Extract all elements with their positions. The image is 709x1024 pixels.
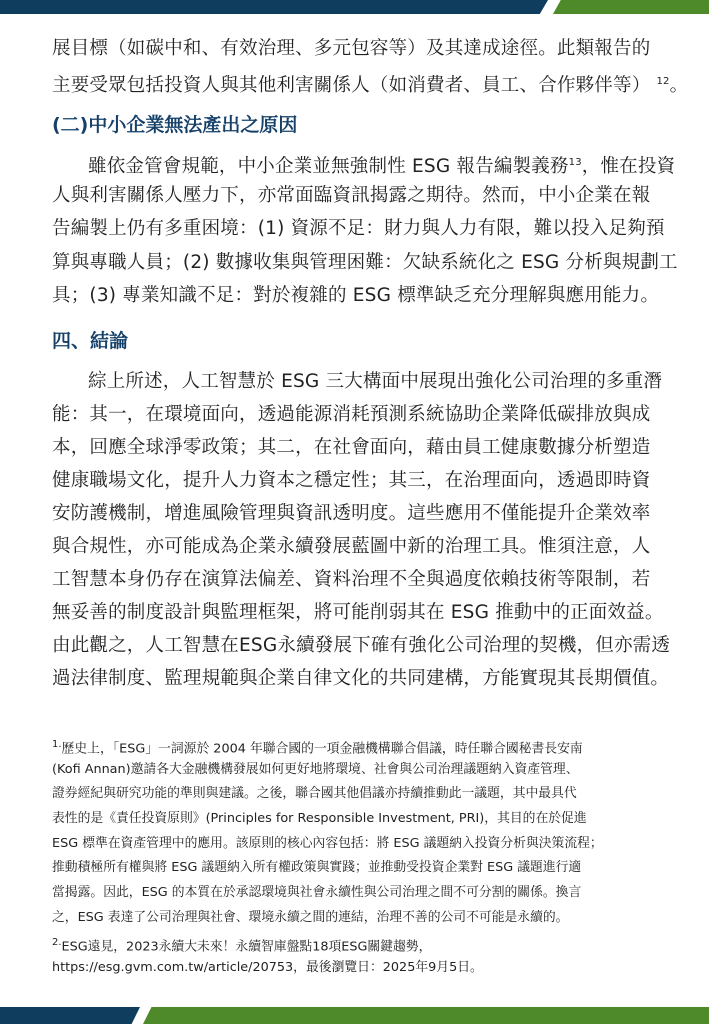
text: 雖依金管會規範，中小企業並無強制性 ESG 報告編製義務 [88, 156, 569, 178]
footnote-ref: 12 [656, 76, 670, 87]
section-heading: (二)中小企業無法產出之原因 [52, 114, 298, 136]
body-line: 過法律制度、監理規範與企業自律文化的共同建構，方能實現其長期價值。 [52, 668, 670, 689]
text: ESG遠見，2023永續大未來！永續智庫盤點18項ESG關鍵趨勢， [61, 939, 432, 955]
footnote-marker: 2. [52, 937, 62, 948]
footnote-line: (Kofi Annan)邀請各大金融機構發展如何更好地將環境、社會與公司治理議題納入資產管理、 [52, 762, 579, 777]
footnote-marker: 1. [52, 739, 62, 750]
body-line: 展目標（如碳中和、有效治理、多元包容等）及其達成途徑。此類報告的 [52, 38, 651, 59]
header-bar-navy [0, 0, 548, 14]
footnote-line: ESG 標準在資產管理中的應用。該原則的核心內容包括：將 ESG 議題納入投資分析與決策流程； [52, 836, 603, 851]
body-line: 健康職場文化，提升人力資本之穩定性；其三，在治理面向，透過即時資 [52, 470, 651, 491]
footnote-link-line[interactable]: https://esg.gvm.com.tw/article/20753，最後瀏覽日：2025年9月5日。 [52, 960, 483, 975]
body-line: 人與利害關係人壓力下，亦常面臨資訊揭露之期待。然而，中小企業在報 [52, 185, 651, 206]
body-line: 告編製上仍有多重困境：(1) 資源不足：財力與人力有限，難以投入足夠預 [52, 218, 665, 239]
text: ，惟在投資 [581, 156, 676, 178]
body-line: 與合規性，亦可能成為企業永續發展藍圖中新的治理工具。惟須注意，人 [52, 536, 651, 557]
footnote-line: 之，ESG 表達了公司治理與社會、環境永續之間的連結，治理不善的公司不可能是永續的。 [52, 910, 569, 925]
body-line: 算與專職人員；(2) 數據收集與管理困難：欠缺系統化之 ESG 分析與規劃工 [52, 252, 678, 273]
text: 。 [669, 75, 689, 97]
header-bar-green [553, 0, 709, 14]
body-line [88, 146, 675, 183]
footnote-line: 證券經紀與研究功能的準則與建議。之後，聯合國其他倡議亦持續推動此一議題，其中最具代 [52, 786, 577, 801]
body-line: 安防護機制，增進風險管理與資訊透明度。這些應用不僅能提升企業效率 [52, 503, 651, 524]
body-line: 由此觀之，人工智慧在ESG永續發展下確有強化公司治理的契機，但亦需透 [52, 635, 671, 656]
footnote-line: 推動積極所有權與將 ESG 議題納入所有權政策與實踐；並推動受投資企業對 ESG 議題進行適 [52, 860, 582, 875]
footnote-line: 當揭露。因此，ESG 的本質在於承認環境與社會永續性與公司治理之間不可分割的關係。換言 [52, 885, 582, 900]
body-line: 本，回應全球淨零政策；其二，在社會面向，藉由員工健康數據分析塑造 [52, 437, 651, 458]
body-line: 綜上所述，人工智慧於 ESG 三大構面中展現出強化公司治理的多重潛 [88, 371, 663, 392]
text: 主要受眾包括投資人與其他利害關係人（如消費者、員工、合作夥伴等） [52, 75, 651, 97]
body-line: 工智慧本身仍存在演算法偏差、資料治理不全與過度依賴技術等限制，若 [52, 569, 651, 590]
text: 歷史上，「ESG」一詞源於 2004 年聯合國的一項金融機構聯合倡議，時任聯合國秘書長安南 [61, 741, 583, 757]
footnote-line: 表性的是《責任投資原則》(Principles for Responsible Investment, PRI)，其目的在於促進 [52, 811, 587, 826]
footer-bar-navy [0, 1007, 140, 1024]
section-heading: 四、結論 [52, 330, 129, 352]
footer-bar-green [143, 1007, 709, 1024]
body-line: 能：其一，在環境面向，透過能源消耗預測系統協助企業降低碳排放與成 [52, 404, 651, 425]
body-line: 具；(3) 專業知識不足：對於複雜的 ESG 標準缺乏充分理解與應用能力。 [52, 285, 660, 306]
body-line: 無妥善的制度設計與監理框架，將可能削弱其在 ESG 推動中的正面效益。 [52, 602, 664, 623]
body-line [52, 65, 688, 102]
footnote-ref: 13 [568, 157, 582, 168]
